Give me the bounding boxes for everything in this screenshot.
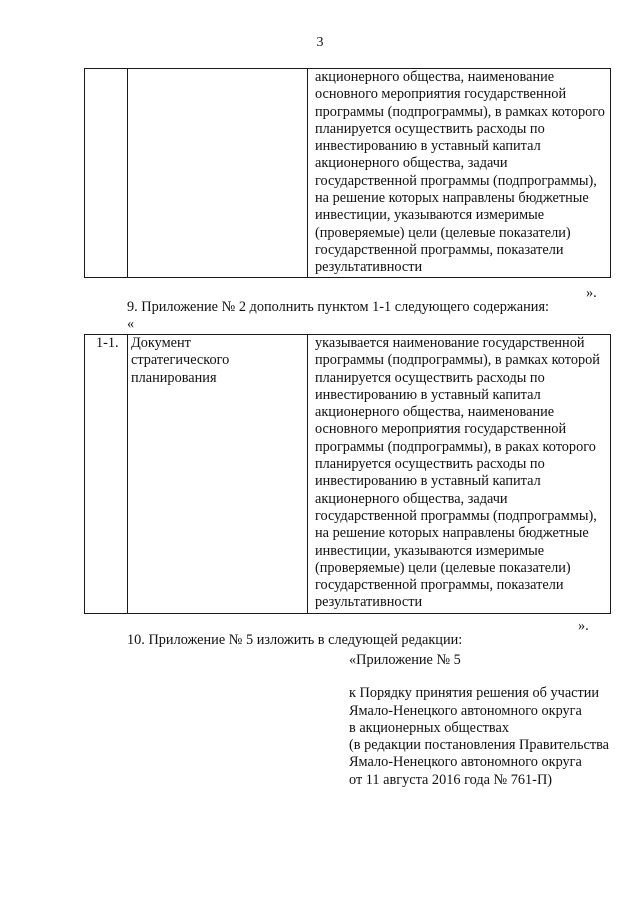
closing-quote: ». [586,285,597,301]
table2-line: основного мероприятия государственной [315,421,567,438]
table-row [85,69,611,278]
table1-line: планируется осуществить расходы по [315,120,545,137]
closing-quote: ». [578,618,589,634]
table2-line: акционерного общества, задачи [315,490,508,507]
table2-doc-line: стратегического [131,352,230,369]
annex-line: от 11 августа 2016 года № 761-П) [349,771,553,788]
table1-line: акционерного общества, наименование [315,69,555,85]
annex-title: «Приложение № 5 [349,652,461,668]
table2-line: инвестированию в уставный капитал [315,473,541,490]
table-continuation [84,68,611,278]
table2-line: планируется осуществить расходы по [315,369,545,386]
table2-line: планируется осуществить расходы по [315,456,545,473]
annex-line: в акционерных обществах [349,719,509,736]
table1-line: государственной программы (подпрограммы), [315,172,597,189]
table1-line: инвестированию в уставный капитал [315,138,541,155]
annex-line: (в редакции постановления Правительства [349,737,610,754]
table2-line: указывается наименование государственной [315,335,585,351]
table2-line: государственной программы (подпрограммы), [315,507,597,524]
paragraph-10: 10. Приложение № 5 изложить в следующей редакции: [127,632,463,648]
table2-cell-description [308,335,611,614]
annex-line: к Порядку принятия решения об участии [349,685,600,702]
table-item-1-1 [84,334,611,614]
table2-line: государственной программы, показатели [315,577,564,594]
table1-line: основного мероприятия государственной [315,86,567,103]
table1-cell-description [308,69,611,278]
table1-line: результативности [315,259,423,276]
table2-line: (проверяемые) цели (целевые показатели) [315,559,571,576]
table2-line: на решение которых направлены бюджетные [315,525,589,542]
table2-line: инвестированию в уставный капитал [315,386,541,403]
table-row [85,335,611,614]
annex-line: Ямало-Ненецкого автономного округа [349,702,582,719]
table2-line: инвестиции, указываются измеримые [315,542,545,559]
opening-quote: « [127,316,135,332]
table1-cell-document [128,69,308,278]
table2-line: результативности [315,594,423,611]
page-number: 3 [316,35,324,50]
table2-cell-number: 1-1. [85,335,128,614]
table1-line: акционерного общества, задачи [315,155,508,172]
table1-line: программы (подпрограммы), в рамках которого [315,103,605,120]
paragraph-9: 9. Приложение № 2 дополнить пунктом 1-1 следующего содержания: [127,299,550,315]
annex-line: Ямало-Ненецкого автономного округа [349,754,582,771]
table1-line: (проверяемые) цели (целевые показатели) [315,224,571,241]
table2-cell-document [128,335,308,614]
table1-line: государственной программы, показатели [315,241,564,258]
table2-doc-line: планирования [131,369,217,386]
table1-cell-number [85,69,128,278]
annex-header [349,652,609,789]
table2-line: акционерного общества, наименование [315,404,555,421]
table2-doc-line: Документ [131,335,191,351]
table1-line: инвестиции, указываются измеримые [315,207,545,224]
table2-line: программы (подпрограммы), в рамках которой [315,352,600,369]
table1-line: на решение которых направлены бюджетные [315,190,589,207]
table2-line: программы (подпрограммы), в раках которого [315,438,596,455]
